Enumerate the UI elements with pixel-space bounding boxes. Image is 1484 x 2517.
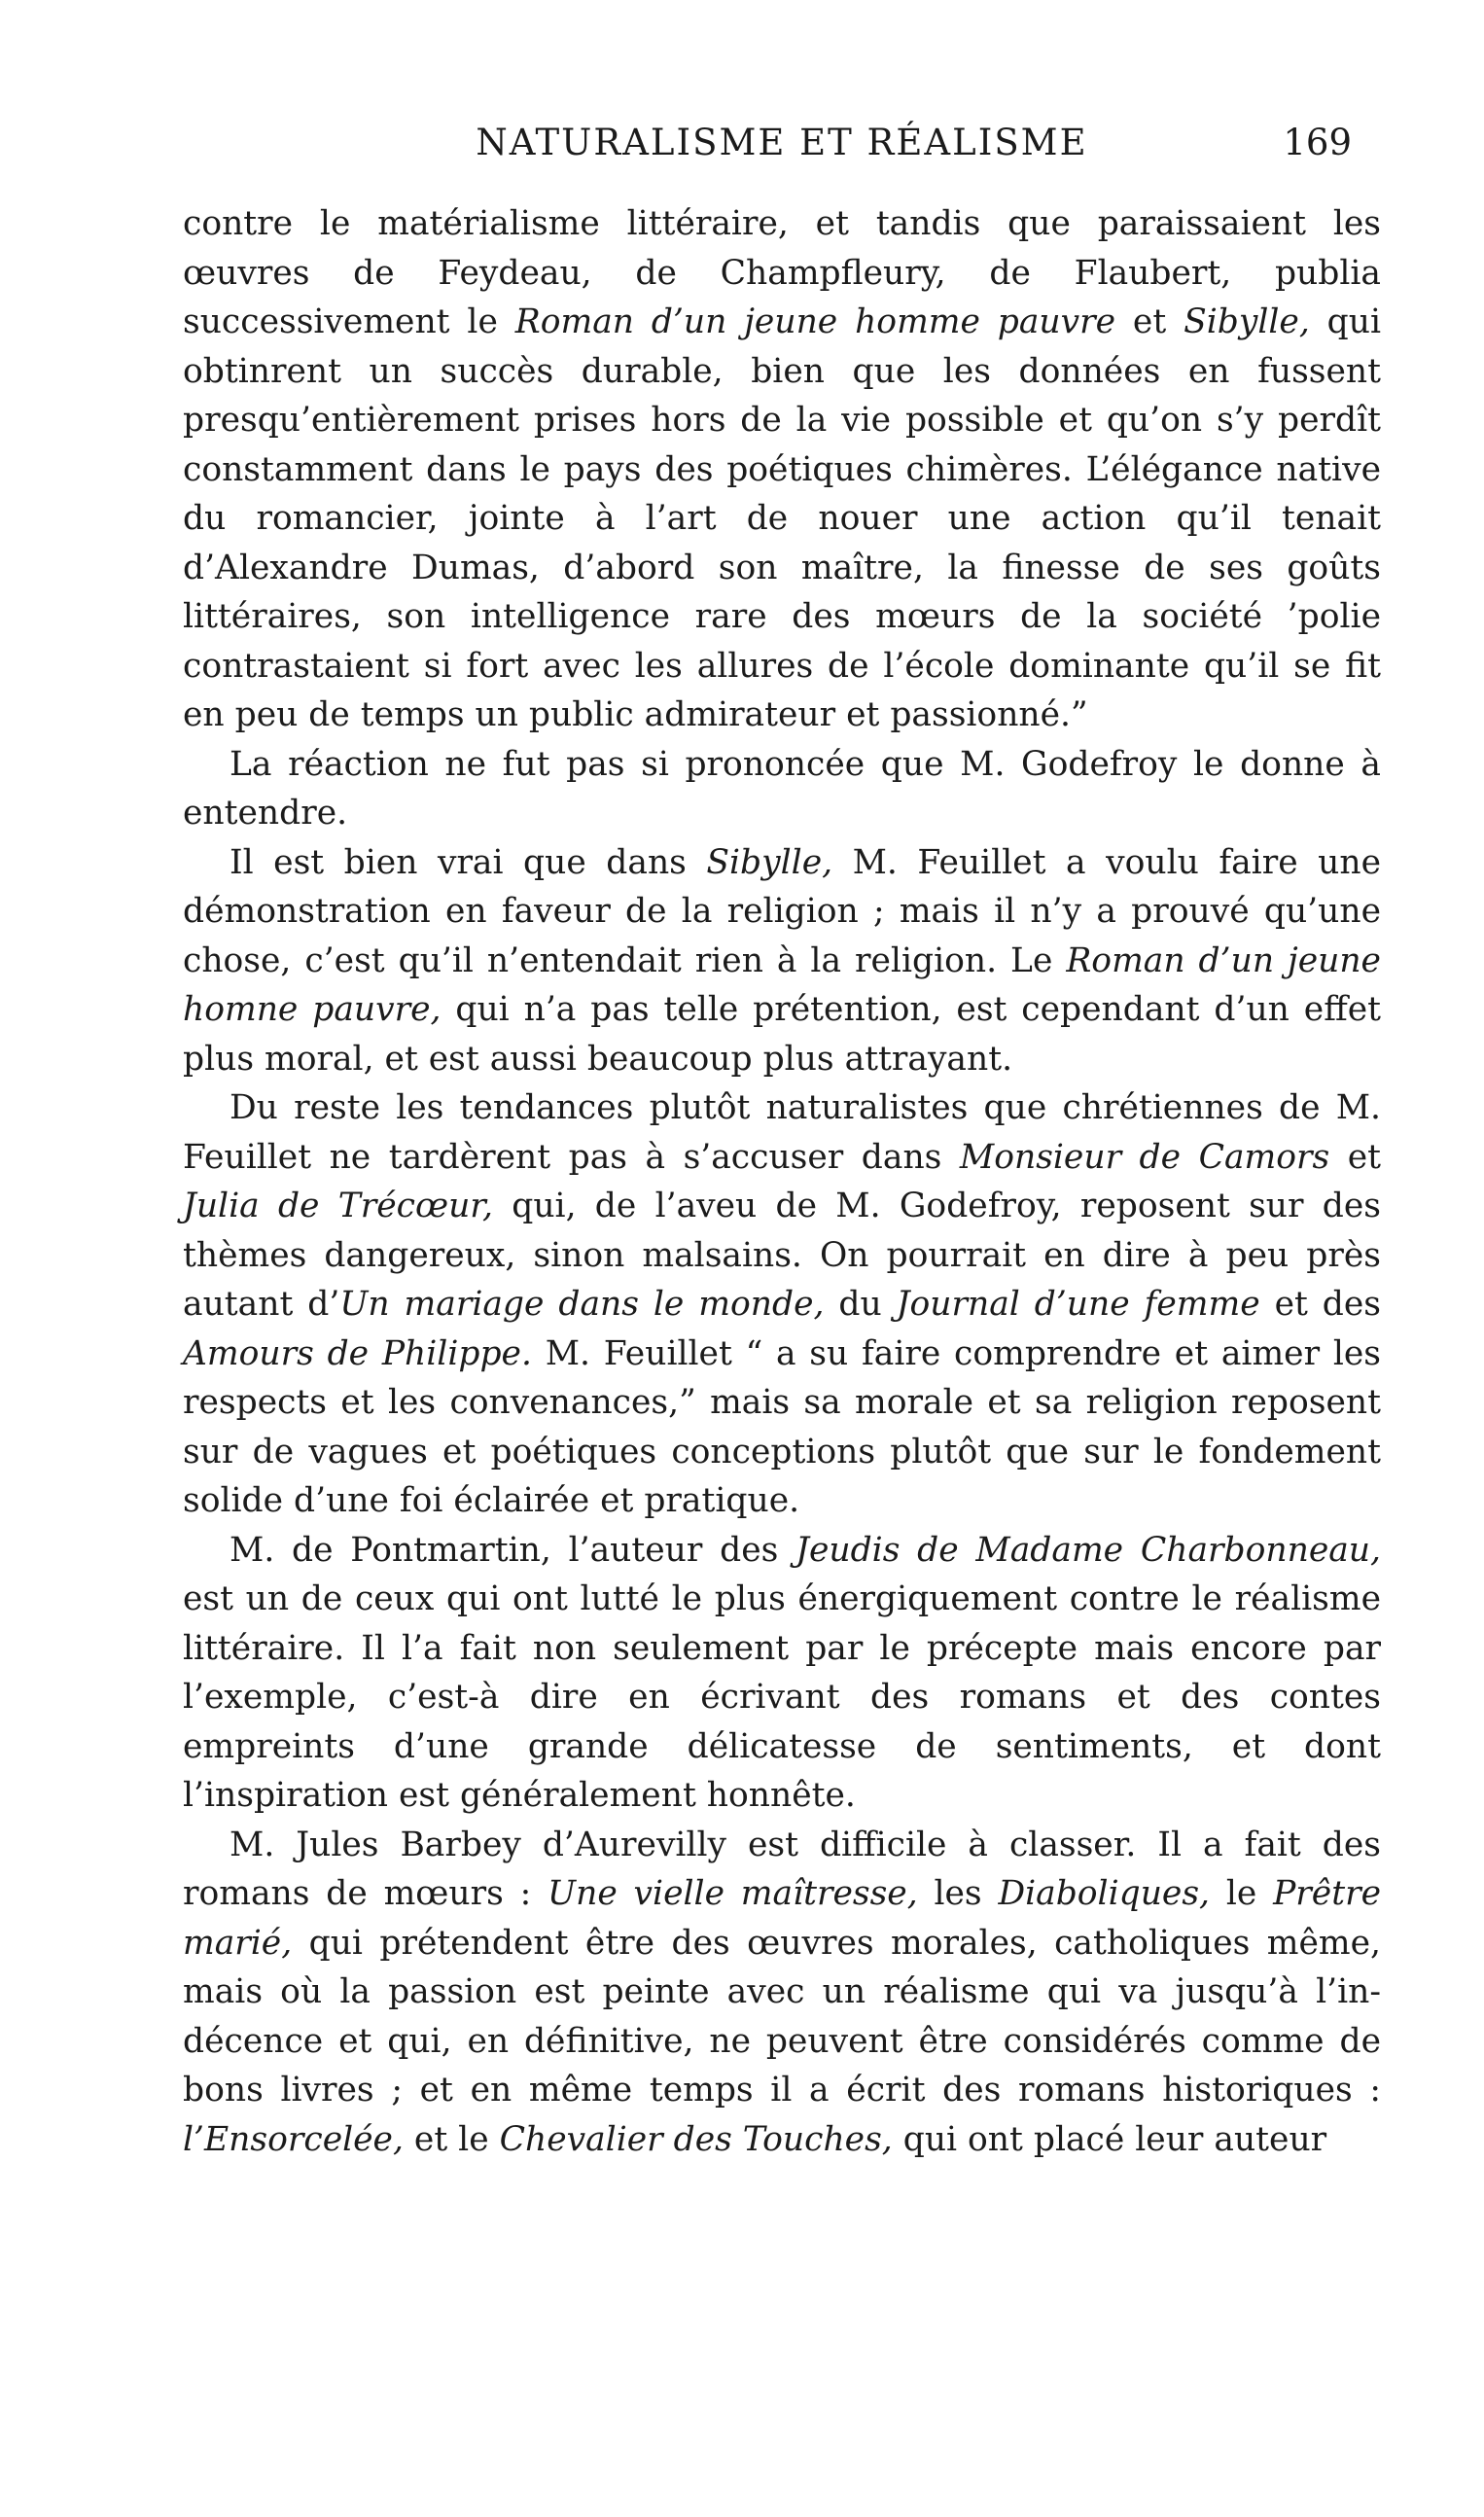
paragraph-sibylle — [183, 838, 1381, 1084]
italic-title: l’Ensorcelée, — [183, 2119, 404, 2159]
italic-title: Amours de Philippe. — [183, 1333, 532, 1373]
body-text — [183, 199, 1381, 2164]
text-run: M. de Pontmartin, l’auteur des — [230, 1530, 796, 1570]
italic-title: Un mariage dans le monde, — [339, 1285, 825, 1324]
paragraph-barbey — [183, 1821, 1381, 2165]
italic-title: Julia de Trécœur, — [183, 1187, 493, 1225]
text-run: La réaction ne fut pas si prononcée que M. Godefroy le donne à entendre. — [183, 744, 1381, 833]
running-head — [183, 119, 1381, 167]
text-run: contre le matérialisme littéraire, et tandis que paraissaient les œuvres de Feydeau, de Champfleury, de Flaubert, publia successivement le — [183, 204, 1381, 341]
text-run: qui ont placé leur auteur — [892, 2119, 1327, 2159]
italic-title: Une vielle maîtresse, — [548, 1874, 918, 1913]
paragraph-quote-continuation — [183, 199, 1381, 740]
text-run: et — [1329, 1137, 1382, 1177]
italic-title: Journal d’une femme — [896, 1285, 1260, 1324]
text-run: qui prétendent être des œuvres morales, catholiques même, mais où la passion est peinte avec un réalisme qui va jusqu’à l’indécence et qui, en définitive, ne peuvent être considérés comme de bons livres ; et en même temps il a écrit des romans historiques : — [183, 1923, 1381, 2109]
running-title: NATURALISME ET RÉALISME — [476, 122, 1088, 163]
italic-title: Roman d’un jeune homne pauvre, — [183, 940, 1381, 1029]
italic-title: Monsieur de Camors — [959, 1137, 1330, 1177]
italic-title: Prêtre marié, — [183, 1874, 1381, 1963]
text-run: qui obtinrent un succès durable, bien que les données en fussent presqu’entièrement prises hors de la vie possible et qu’on s’y perdît constamment dans le pays des poétiques chimères. L’élégance native du romancier, jointe à l’art de nouer une action qu’il tenait d’Alexandre Dumas, d’abord son maître, la finesse de ses goûts littéraires, son intelligence rare des mœurs de la société ’polie contrastaient si fort avec les allures de l’école dominante qu’il se fit en peu de temps un public admirateur et passionné.” — [183, 302, 1382, 734]
text-run: du — [824, 1285, 897, 1324]
text-run: M. Feuillet “ a su faire comprendre et aimer les respects et les convenances,” mais sa morale et sa religion reposent sur de vagues et poétiques conceptions plutôt que sur le fondement solide d’une foi éclairée et pratique. — [183, 1333, 1381, 1520]
italic-title: Sibylle, — [1184, 302, 1310, 341]
text-run: qui n’a pas telle prétention, est cependant d’un effet plus moral, et est aussi beaucoup plus attrayant. — [183, 990, 1381, 1079]
text-run: et des — [1259, 1285, 1382, 1324]
italic-title: Roman d’un jeune homme pauvre — [514, 302, 1116, 341]
italic-title: Jeudis de Madame Charbonneau, — [795, 1530, 1381, 1570]
text-run: M. Feuillet a voulu faire une démonstration en faveur de la religion ; mais il n’y a prouvé qu’une chose, c’est qu’il n’entendait rien à la religion. Le — [183, 842, 1381, 980]
paragraph-reaction — [183, 740, 1381, 838]
text-run: et — [1115, 302, 1184, 341]
text-run: le — [1210, 1874, 1274, 1913]
text-run: est un de ceux qui ont lutté le plus énergiquement contre le réalisme littéraire. Il l’a fait non seulement par le précepte mais encore par l’exemple, c’est-à dire en écrivant des romans et des contes empreints d’une grande délicatesse de sentiments, et dont l’inspiration est généralement honnête. — [183, 1579, 1381, 1815]
text-run: Il est bien vrai que dans — [230, 842, 707, 882]
text-run: et le — [403, 2119, 500, 2159]
text-run: M. Jules Barbey d’Aurevilly est difficile à classer. Il a fait des romans de mœurs : — [183, 1825, 1381, 1913]
paragraph-pontmartin — [183, 1526, 1381, 1821]
page-number: 169 — [1283, 122, 1352, 163]
text-run: Du reste les tendances plutôt naturalistes que chrétiennes de M. Feuillet ne tardèrent pas à s’accuser dans — [183, 1088, 1381, 1177]
italic-title: Diaboliques, — [998, 1874, 1211, 1913]
italic-title: Sibylle, — [706, 842, 833, 882]
paragraph-tendances — [183, 1083, 1381, 1526]
text-run: les — [917, 1874, 999, 1913]
italic-title: Chevalier des Touches, — [499, 2119, 893, 2159]
text-run: qui, de l’aveu de M. Godefroy, reposent sur des thèmes dangereux, sinon malsains. On pourrait en dire à peu près autant d’ — [183, 1187, 1381, 1324]
